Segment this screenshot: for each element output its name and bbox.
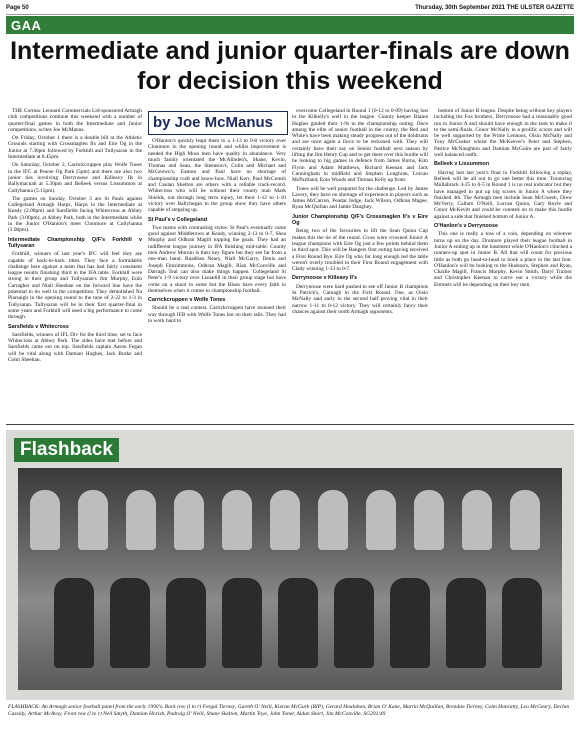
subheading: Intermediate Championship Q/F's Forkhill v Tullysaran <box>8 236 142 249</box>
player-silhouette <box>390 578 430 668</box>
paragraph: The games on Sunday, October 3 are St Pauls against Collegeland Armagh Harps, Harps in the Intermediate at Keady (2.00pm) and Sarsfields facing Whitecross at Abbey Park (3.00pm), at Abbey Park, both in the Intermediate while in the Junior O'Hanlon's meet Clonmore at Cullyhanna (3.00pm). <box>8 195 142 234</box>
paragraph: Being two of the favourites to lift the Sean Quinn Cup makes this the tie of the round. Cross were crowned Junior A league champions with Eire Og just a few points behind them in third spot. This will be Rangers first outing having received a First Round Bye. Eire Og who for long enough led the table weren't overly troubled in their First Round engagement with Clady winning 1-13 to 0-7. <box>292 228 428 273</box>
player-silhouette <box>334 578 374 668</box>
photo-caption: FLASHBACK: An Armagh senior football panel from the early 1990's. Back row (l to r) Fergal Tierney, Gareth O' Neill, Kieran McGurk (RIP), Gerard Houlahan, Brian O' Kane, Martin McQuillan, Brendan Tierney, Colm Hanratty, Leo McGeary, Declan Cassidy, Arthur McAvoy. Front row (l to r) Neil Smyth, Damian Horish, Padraig O' Neill, Shane Skelton, Martin Toye, John Toner, Aidan Short, Jim McConville. SG291/49 <box>8 704 570 717</box>
player-silhouette <box>54 578 94 668</box>
subheading: Junior Championship Q/F's Crossmaglen II's v Eire Og <box>292 213 428 227</box>
page-date: Thursday, 30th September 2021 THE ULSTER GAZETTE <box>415 5 574 11</box>
article-column-3 <box>292 108 428 420</box>
player-silhouette <box>222 490 252 550</box>
paragraph: On Friday, October 1 there is a double bill at the Athletic Grounds starting with Crossmaglen IIs and Eire Og in the Junior at 7.30pm followed by Forkhill and Tullysaran in the Intermediate at 8.45pm. <box>8 135 142 161</box>
subheading: Carrickcruppen v Wolfe Tones <box>148 297 226 304</box>
paragraph: bottom of Junior B league. Despite being without key players including the Fox brothers, Derrynoose had a reasonably good run in Junior A and should have enough in the tank to make it to the semi-finals. Conor McNally in a prolific scorer and will be well supported by the Prime Lennons, Oisin McNally and Tony McCusker whilst the McKeever's Peter and Stephen, Patrice McNaughton and Damian McGuire are part of fairly well balanced outfit. <box>434 108 572 159</box>
paragraph: This one is really a toss of a coin, depending on whoever turns up on the day. Dromore played their league football in Junior A ending up in the basement while O'Hanlon's clinched a runners-up spot in Junior B. All that will count for precious little as both go head-to-head to book a place in the last four. O'Hanlon's will be looking to the Hudson's, Stephen and Ryan, Charlie Magill, Francis Murphy, Kevin Smith, Daryl Trainor and Christopher Keenan to carve out a victory while the Emmets will be depending on their key men. <box>434 231 572 288</box>
paragraph: Two teams with contrasting styles. St Paul's eventually came good against Middletown at Keady, winning 2-13 to 0-7, Shea Murphy and Odhran Magill topping the goals. They had an indifferent league journey in IFA finishing mid-table. County men Andrew Murnin is their key figure but they see far from a one-man band. Ruadhan Neary, Niall McGarry, Denis and Joseph Fitzsimmons, Odhran Magill, Rian McConville and Darragh Teal can also make things happen. Collegeland St Peter's 1-9 victory over Lisnadill in their group stage but have come on a shoot to some but the Blues have every faith in themselves when it comes to championship football. <box>148 224 286 294</box>
player-silhouette <box>318 490 348 550</box>
byline: by Joe McManus <box>153 114 274 131</box>
section-bar <box>6 16 574 34</box>
flashback-label: Flashback <box>14 438 119 462</box>
article-column-1 <box>8 108 142 420</box>
player-silhouette <box>414 490 444 550</box>
player-silhouette <box>126 490 156 550</box>
paragraph: Should be a real contest. Carrickcruppen have stunned their way through IFB with Wolfe Tones hot on their tails. They had to work hard to <box>148 305 286 325</box>
player-silhouette <box>278 578 318 668</box>
player-silhouette <box>510 490 540 550</box>
byline-box <box>148 111 288 135</box>
player-silhouette <box>462 490 492 550</box>
player-silhouette <box>174 490 204 550</box>
divider <box>6 424 574 425</box>
paragraph: overcome Collegeland in Round 1 (0-12 to 0-09) having lost to the Kilkelly's well in the league. County keeper Blaine Hughes guided their 1-9s in the championship outing. Once among the elite of senior football in the county, the Red and White's have been making steady progress out of the doldrums and are once again a force to be reckoned with. They will certainly have their say on Senior football next season by lifting the Jim Henry Cup and to get there over this hurdle will be looking to big games in defence from James Burns, Kim Flynn and Adam Matthews, Richard Keenan and Jack Cunningham in midfield and Stephen Loughran, Lorcan McPartland, Eoin Woods and Tiernan Kelly up front. <box>292 108 428 184</box>
team-photo <box>18 468 562 690</box>
player-silhouette <box>30 490 60 550</box>
subheading: Derrynoose v Killeavy II's <box>292 275 358 282</box>
player-silhouette <box>222 578 262 668</box>
page-number: Page 50 <box>6 5 29 11</box>
player-silhouette <box>270 490 300 550</box>
article-column-2 <box>148 108 286 420</box>
subheading: Sarsfields v Whitecross <box>8 323 69 330</box>
paragraph: Forkhill, winners of last year's IFC will feel they are capable of back-to-back titles. They face a formidable challenge here against a team that has had fairly consistent league results finishing third in the IFA table. Forkhill were strong in their group and Tullysaran's Jim Murphy, Eoin Carragher and Niall Sheehan on the forward line have the potential to do well in the competition. They demolished Na Piarsaigh in the opening round to the tune of 2-22 to 1-3 in Tullysaran. Tullysaran will be in their first quarter-final in some years and Forkhill will need a big performance to come through. <box>8 251 142 321</box>
player-silhouette <box>78 490 108 550</box>
paragraph: THE Cormac Leonard Commercials Ltd-sponsored Armagh club competitions continue this weekend with a number of quarter-final games in both the Intermediate and Junior competitions, writes Joe McManus. <box>8 108 142 133</box>
headline: Intermediate and junior quarter-finals are down for decision this weekend <box>10 37 570 95</box>
player-silhouette <box>110 578 150 668</box>
subheading: O'Hanlon's v Derrynoose <box>434 223 498 230</box>
paragraph: Derrynoose were hard pushed to see off Junior B champions St Patrick's, Carnagh in the First Round. One, as Oisin McNally said early in the second half proving vital in their narrow 1-11 to 0-12 victory. They will certainly fancy their chances against their north Armagh opponents. <box>292 283 428 315</box>
article-column-4 <box>434 108 572 420</box>
paragraph: Tones will be well prepared for the challenge. Led by James Lavery, they have no shortage of experience in players such as James McCarron, Peadar Judge, Jack Wilson, Odhran Magee, Ryan McQuillan and Jamie Daughey. <box>292 185 428 211</box>
player-silhouette <box>166 578 206 668</box>
subheading: St Paul's v Collegeland <box>148 216 208 223</box>
subheading: Belleek v Lissummon <box>434 161 490 168</box>
paragraph: On Saturday, October 2, Carrickcruppen play Wolfe Tones in the IFC at Pearse Og Park (5pm) and there are also two junior ties involving Derrynoose and Killeavy IIs in Ballymacnab at 5.30pm and Belleek versus Lissummon at Cullyhanna (5.15pm). <box>8 162 142 194</box>
player-silhouette <box>502 578 542 668</box>
player-silhouette <box>446 578 486 668</box>
page-header <box>6 2 574 15</box>
player-silhouette <box>366 490 396 550</box>
paragraph: O'Hanlon's quickly leapt them to a 1-13 to 0-8 victory over Clonmore in the opening round and whilst improvement is needed the High Moss men have quality in abundance. Very much family orientated the McAlinden's, Shane, Kevin, Thomas and Sean, the Steenson's, Colin and Michael and McGeown's, Eamon and Paul have no shortage of championship craft and know-how. Niall Kerr, Paul McCreesh and Caolan Shelton are others with a reliable track-record. Whitecross who will be without their county man Mark Shields, out through long term injury, let their 1-12 to 1-10 victory over Ballyhegan in the group show they have others capable of stepping up. <box>148 138 286 214</box>
paragraph: Having lost last year's final to Forkhill following a replay, Belleek will be all out to go one better this time. Trouncing Mullabrack 4-25 to 0-5 in Round 1 is no real indicator but they have managed to put up big scores in Junior A where they finished 4th. The Armagh men include Sean McCreesh, Drew McVerry, Callum O'Neill, Lorcan Quinn, Gary Boyle and Conor McKevitt and could be counted on to make this hurdle against a side that finished bottom of Junior A. <box>434 169 572 220</box>
section-title: GAA <box>11 18 42 33</box>
flashback-panel <box>6 430 574 700</box>
paragraph: Sarsfields, winners of IFL Div for the third time, set to face Whitecross at Abbey Park. The sides have met before and Sarsfields came out on top. Sarsfields captain Aaron Fegan will be vital along with Damian Hughes, Jack Burke and Colm Sheehan. <box>8 331 142 363</box>
